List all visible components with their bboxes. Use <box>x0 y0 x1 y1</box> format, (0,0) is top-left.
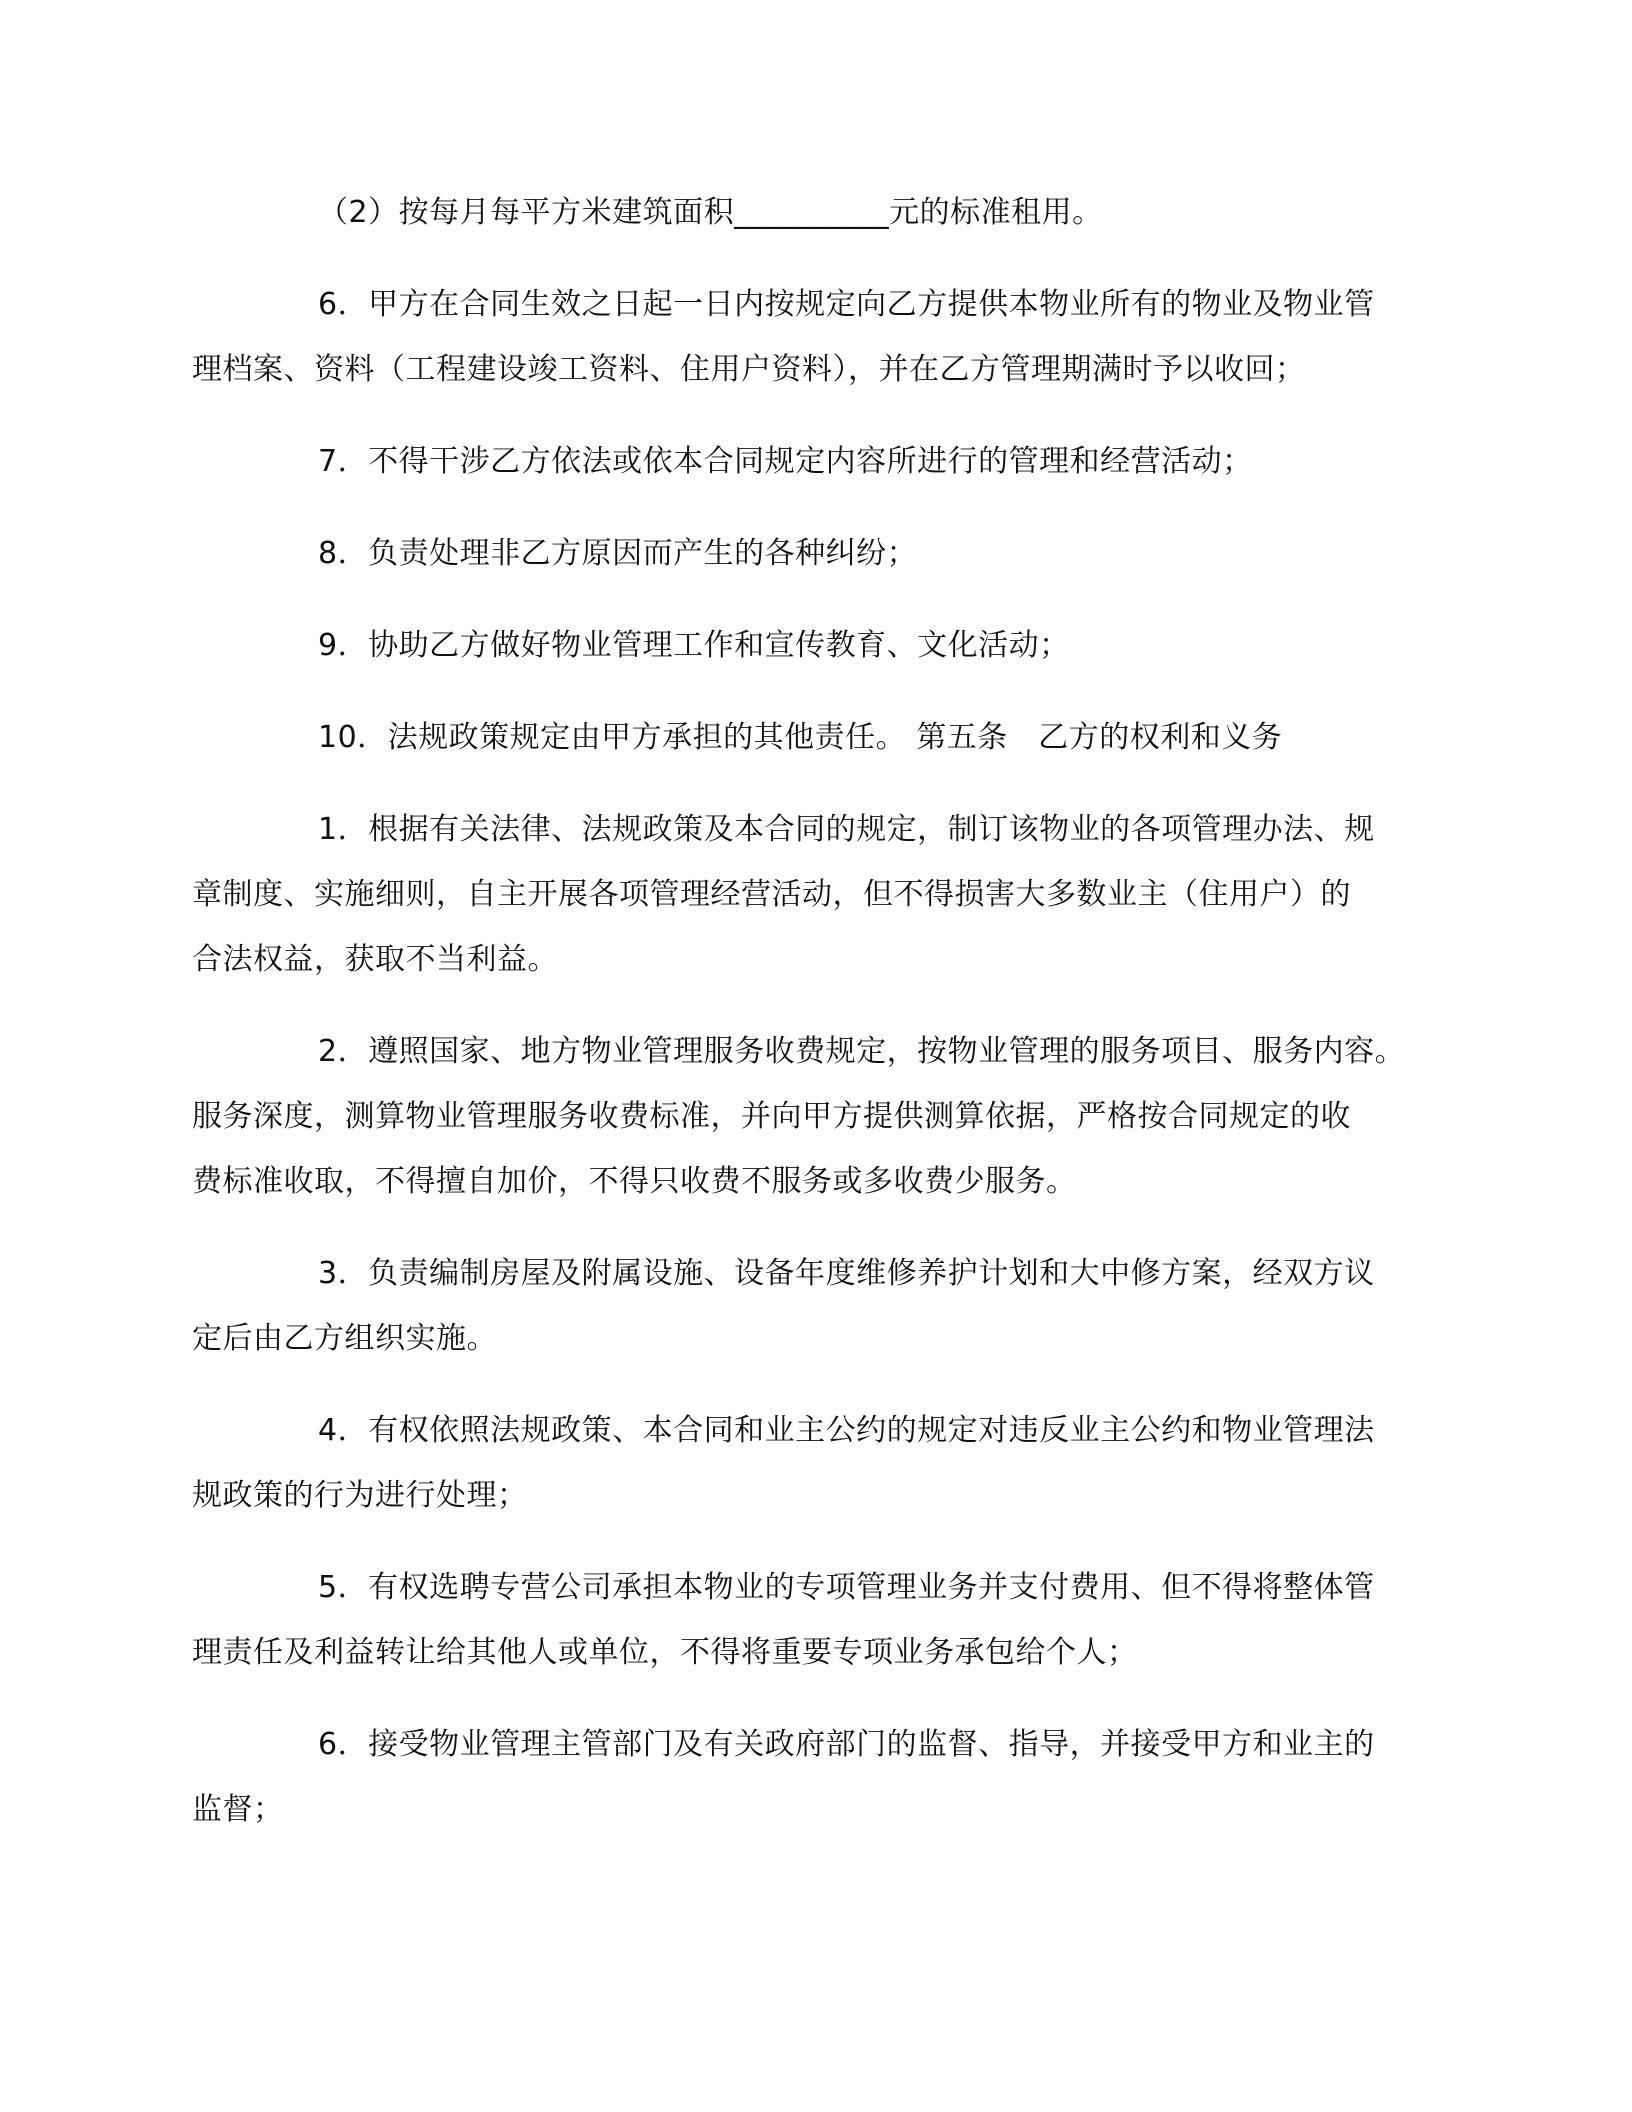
paragraph-line: （2）按每月每平方米建筑面积__________元的标准租用。 <box>318 195 1103 230</box>
paragraph-line: 服务深度，测算物业管理服务收费标准，并向甲方提供测算依据，严格按合同规定的收 <box>192 1099 1351 1134</box>
paragraph-line: 2．遵照国家、地方物业管理服务收费规定，按物业管理的服务项目、服务内容。 <box>318 1034 1406 1069</box>
paragraph-line: 6．甲方在合同生效之日起一日内按规定向乙方提供本物业所有的物业及物业管 <box>318 287 1375 322</box>
paragraph-line: 8．负责处理非乙方原因而产生的各种纠纷； <box>318 536 918 571</box>
paragraph-line: 1．根据有关法律、法规政策及本合同的规定，制订该物业的各项管理办法、规 <box>318 812 1375 847</box>
paragraph-line: 章制度、实施细则，自主开展各项管理经营活动，但不得损害大多数业主（住用户）的 <box>192 877 1351 912</box>
paragraph-line: 监督； <box>192 1792 284 1827</box>
paragraph-line: 理责任及利益转让给其他人或单位，不得将重要专项业务承包给个人； <box>192 1635 1138 1670</box>
paragraph-line: 合法权益，获取不当利益。 <box>192 942 558 977</box>
paragraph-line: 9．协助乙方做好物业管理工作和宣传教育、文化活动； <box>318 628 1070 663</box>
paragraph-line: 费标准收取，不得擅自加价，不得只收费不服务或多收费少服务。 <box>192 1164 1077 1199</box>
paragraph-line: 4．有权依照法规政策、本合同和业主公约的规定对违反业主公约和物业管理法 <box>318 1413 1375 1448</box>
paragraph-line: 3．负责编制房屋及附属设施、设备年度维修养护计划和大中修方案，经双方议 <box>318 1256 1375 1291</box>
paragraph-line: 6．接受物业管理主管部门及有关政府部门的监督、指导，并接受甲方和业主的 <box>318 1727 1375 1762</box>
paragraph-line: 10．法规政策规定由甲方承担的其他责任。 第五条 乙方的权利和义务 <box>318 720 1283 755</box>
paragraph-line: 理档案、资料（工程建设竣工资料、住用户资料），并在乙方管理期满时予以收回； <box>192 352 1306 387</box>
paragraph-line: 规政策的行为进行处理； <box>192 1478 528 1513</box>
paragraph-line: 5．有权选聘专营公司承担本物业的专项管理业务并支付费用、但不得将整体管 <box>318 1570 1375 1605</box>
paragraph-line: 定后由乙方组织实施。 <box>192 1321 497 1356</box>
paragraph-line: 7．不得干涉乙方依法或依本合同规定内容所进行的管理和经营活动； <box>318 444 1253 479</box>
